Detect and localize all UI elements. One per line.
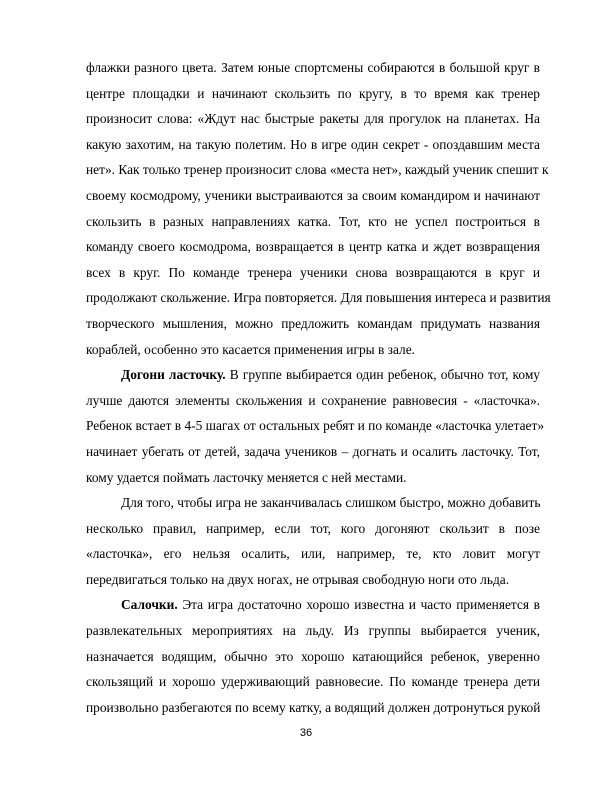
text-line: передвигаться только на двух ногах, не отрывая свободную ноги ото льда. [86,571,510,587]
text-line: творческого мышления, можно предложить командам придумать названия [86,315,540,331]
body-text [86,55,551,720]
text-line: своему космодрому, ученики выстраиваются за своим командиром и начинают [86,187,540,203]
text-line: какую захотим, на такую полетим. Но в игре один секрет - опоздавшим места [86,136,540,152]
text-line: центре площадки и начинают скользить по кругу, в то время как тренер [86,85,540,101]
text-line: начинает убегать от детей, задача учеников – догнать и осалить ласточку. Тот, [86,443,540,459]
text-line: произносит слова: «Ждут нас быстрые ракеты для прогулок на планетах. На [86,111,540,127]
text-line: Ребенок встает в 4-5 шагах от остальных ребят и по команде «ласточка улетает» [86,418,545,434]
game-title: Салочки. [121,597,178,613]
text-line: кораблей, особенно это касается применения игры в зале. [86,341,416,357]
text-line: развлекательных мероприятиях на льду. Из группы выбирается ученик, [86,623,540,639]
game-title: Догони ласточку. [121,367,226,383]
text-line: нет». Как только тренер произносит слова «места нет», каждый ученик спешит к [86,162,549,178]
paragraph-first-line [86,592,540,618]
text-line: скользящий и хорошо удерживающий равновесие. По команде тренера дети [86,674,540,690]
text-line: кому удается поймать ласточку меняется с ней местами. [86,469,407,485]
text-line: несколько правил, например, если тот, кого догоняют скользит в позе [86,520,540,536]
text-line: Для того, чтобы игра не заканчивалась слишком быстро, можно добавить [121,495,541,511]
text-line: флажки разного цвета. Затем юные спортсмены собираются в большой круг в [86,60,540,75]
text-fragment: В группе выбирается один ребенок, обычно тот, кому [225,367,540,383]
text-line: скользить в разных направлениях катка. Тот, кто не успел построиться в [86,213,540,229]
text-line: назначается водящим, обычно это хорошо катающийся ребенок, уверенно [86,648,540,664]
text-line: «ласточка», его нельзя осалить, или, например, те, кто ловит могут [86,546,540,562]
page-number: 36 [299,727,313,739]
paragraph-first-line [86,362,540,388]
text-line: лучше даются элементы скольжения и сохранение равновесия - «ласточка». [86,392,540,408]
text-fragment: Эта игра достаточно хорошо известна и часто применяется в [177,597,540,613]
text-line: всех в круг. По команде тренера ученики снова возвращаются в круг и [86,264,540,280]
text-line: продолжают скольжение. Игра повторяется. Для повышения интереса и развития [86,290,551,306]
text-line: произвольно разбегаются по всему катку, а водящий должен дотронуться рукой [86,699,541,715]
text-line: команду своего космодрома, возвращается в центр катка и ждет возвращения [86,239,540,255]
